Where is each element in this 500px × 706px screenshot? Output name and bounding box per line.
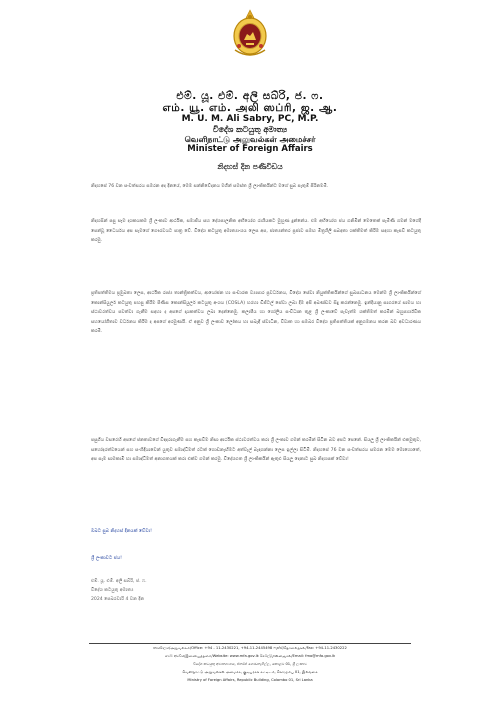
document-title: නිදහස් දින පණිවිඩය bbox=[217, 162, 283, 171]
closing-greeting: ඔබට සුබ නිදහස් දිනයක් වේවා! bbox=[91, 529, 152, 534]
closing-slogan: ශ්‍රී ලංකාවට ජය! bbox=[91, 556, 122, 561]
signature-name: එම්. යූ. එම්. අලි සබ්රි, ජ. ෆ. bbox=[91, 579, 147, 584]
letterhead-name-tamil: எம். யூ. எம். அலி ஸப்ரி, ஜ. ஆ. bbox=[162, 102, 338, 114]
footer-divider bbox=[89, 643, 411, 644]
letterhead-title-tamil: வெளிநாட்டு அலுவல்கள் அமைச்சர் bbox=[184, 135, 316, 144]
footer-contact-phone: කාර්යාලය/அலுவலகம்/Office: +94 - 11-2430221, +94-11-2445498 ෆැක්ස්/தொலைநகல்/Fax: +94-11-2430222 bbox=[153, 646, 347, 650]
body-paragraph: ප්‍රතිපත්තිමය ප්‍රමුඛතා ලෙස, ආර්ථික රාජ්‍ය තාන්ත්‍රිකත්වය, ආයෝජන හා සංචාරක ව්‍යාපාර ප්‍රවර්ධනය, විදේශ සේවා නියුක්තිකයින්ගේ සුබසාධනය මෙන්ම ශ්‍රී ලාංකිකයින්ගේ කොන්සියුලර් කටයුතු පහසු කිරීම පිණිස කොන්සියුලර් කටයුතු අංශය (COSLA) හරහා ඩිජිටල් සේවා ලබා දීම අපි අඛණ්ඩව සිදු කරන්නෙමු. ඉන්දියානු සාගරයේ සාමය හා ස්ථාවරත්වය පවත්වා ගැනීම සඳහා ද අපගේ දායකත්වය ලබා දෙන්නෙමු. කලාපීය හා ගෝලීය සංවිධාන තුළ ශ්‍රී ලංකාවේ පැවැත්ම ශක්තිමත් කරමින් බහුපාර්ශ්වික සහයෝගීතාව වර්ධනය කිරීම ද අපගේ අරමුණයි. ඒ අනුව ශ්‍රී ලංකාව ලෝකය හා සබැඳි ස්වාධීන, විවෘත හා සමබර විදේශ ප්‍රතිපත්තියක් අනුගමනය කරන බව අවධාරණය කරමි. bbox=[91, 291, 421, 335]
letterhead-title-sinhala: විදේශ කටයුතු අමාත්‍ය bbox=[212, 125, 288, 134]
letterhead-name-sinhala: එම්. යූ. එම්. අලි සබ්රි, ජ. ෆ. bbox=[176, 90, 324, 102]
footer-contact-web: වෙබ් අඩවිය/இணையத்தளம்/Website: www.mfa.gov.lk ඊමේල්/மின்னஞ்சல்/Email: fmo@mfa.gov.lk bbox=[164, 654, 336, 658]
letterhead-title-english: Minister of Foreign Affairs bbox=[187, 144, 313, 154]
signature-title: විදේශ කටයුතු අමාත්‍ය bbox=[91, 588, 134, 593]
footer-address-tamil: வெளிநாட்டு அலுவல்கள் அமைச்சு, குடியரசுக் கட்டிடம், கொழும்பு 01, இலங்கை bbox=[182, 670, 318, 674]
body-paragraph: පසුගිය වසරෙහි අපගේ ජනතාවගේ විඳදරාගැනීම සහ කැපවීම නිසා ආර්ථික ස්ථාවරත්වය කරා ශ්‍රී ලංකාව ගමන් කරමින් සිටින බව අපට පෙනේ. සියලු ශ්‍රී ලාංකිකයින් එකමුතුව, සහෝදරත්වයෙන් සහ සංහිඳියාවෙන් යුතුව සමෘද්ධිමත් රටක් ගොඩනැඟීමට අත්වැල් බැඳගන්නා ලෙස ඉල්ලා සිටිමි. නිදහසේ 76 වන සංවත්සරය සමරන මෙම මොහොතේ, අප සැම සාමකාමී හා සමෘද්ධිමත් අනාගතයක් කරා එක්ව ගමන් කරමු. විදේශගත ශ්‍රී ලාංකිකයින් ඇතුළු සියලු දෙනාට සුබ නිදහසක් වේවා! bbox=[91, 438, 421, 463]
signature-date: 2024 පෙබරවාරි 4 වන දින bbox=[91, 597, 145, 602]
letterhead-name-english: M. U. M. Ali Sabry, PC, M.P. bbox=[181, 114, 319, 124]
body-paragraph: නිදහසින් පසු සෑම දශකයකම ශ්‍රී ලංකාව ආර්ථික, සමාජීය සහ දේශපාලනික අභියෝග රාශියකට මුහුණ දුන්නේය. එම අභියෝග ජය ගනිමින් මෙතෙක් පැමිණි ගමන් මගේදී පෙන්වූ ධෛර්යය අප සැමගේ ගෞරවයට පාත්‍ර වේ. විදේශ කටයුතු අමාත්‍යාංශය ලෙස අප, ජාත්‍යන්තර ප්‍රජාව සමඟ මිත්‍රශීලී සබඳතා ශක්තිමත් කිරීම සඳහා කැපවී කටයුතු කරමු. bbox=[91, 219, 421, 244]
footer-address-sinhala: විදේශ කටයුතු අමාත්‍යාංශය, ජනරජ ගොඩනැගිල්ල, කොළඹ 01, ශ්‍රී ලංකාව bbox=[193, 662, 307, 666]
body-paragraph: නිදහසේ 76 වන සංවත්සරය සමරන අද දිනයේ, මෙම සන්නිවේදනය මගින් සමස්ත ශ්‍රී ලාංකිකයින්ට මගේ සුබ පැතුම් පිරිනමමි. bbox=[91, 184, 329, 189]
national-emblem-icon bbox=[229, 6, 271, 60]
footer-address-english: Ministry of Foreign Affairs, Republic Building, Colombo 01, Sri Lanka bbox=[187, 678, 313, 682]
